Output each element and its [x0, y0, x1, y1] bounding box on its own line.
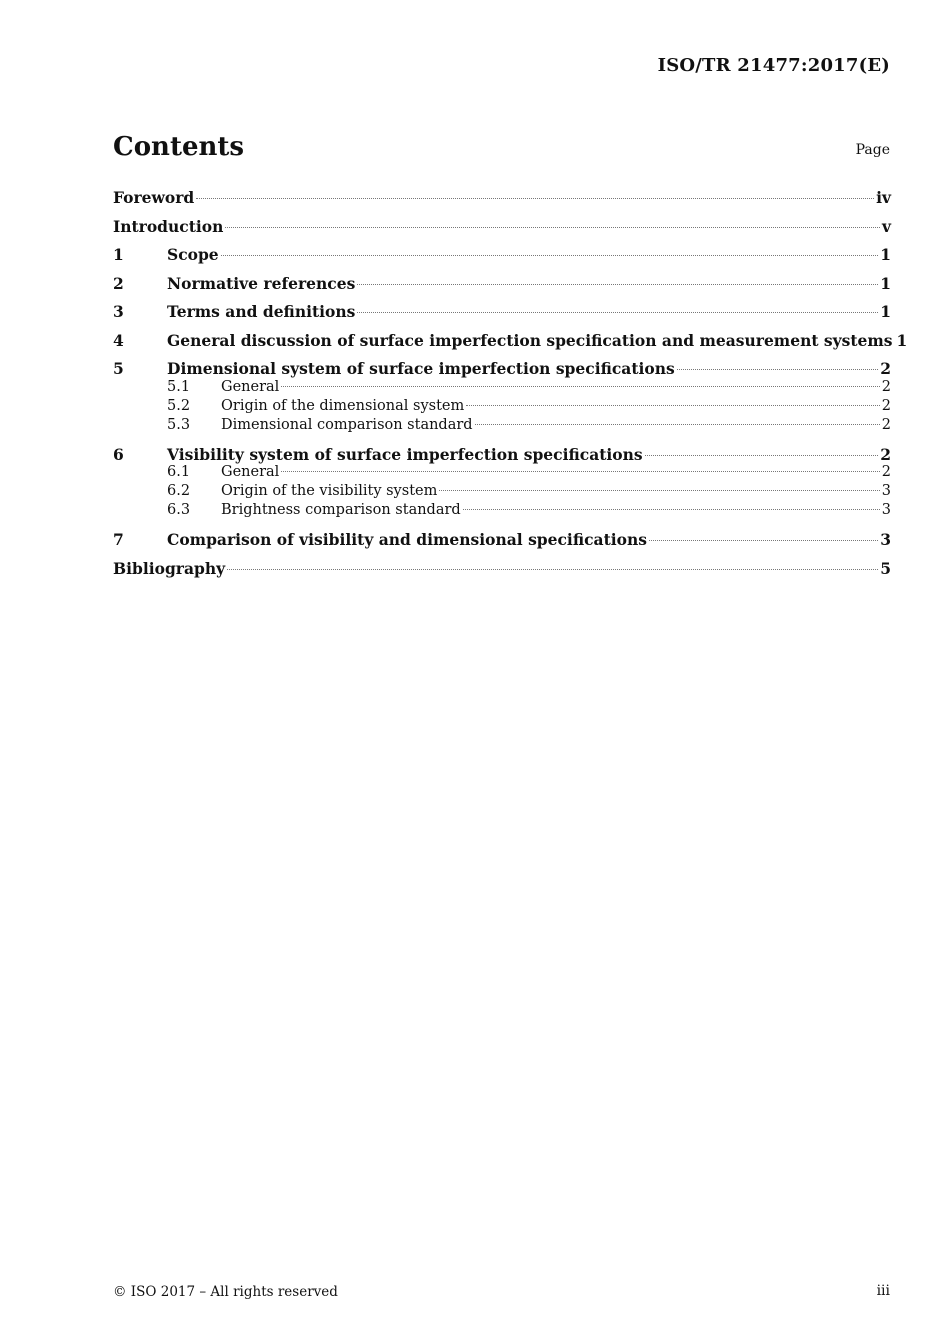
toc-entry-5-2[interactable]	[113, 397, 891, 416]
toc-number: 2	[113, 273, 124, 293]
contents-title: Contents	[113, 132, 245, 162]
dot-leader	[227, 569, 878, 570]
toc-page: v	[881, 216, 891, 236]
toc-title: Origin of the dimensional system	[221, 397, 465, 414]
toc-number: 5	[113, 359, 124, 378]
toc-title: General discussion of surface imperfection specification and measurement systems	[167, 330, 893, 350]
toc-page: 3	[881, 502, 891, 518]
dot-leader	[221, 255, 879, 256]
toc-page: 3	[881, 483, 891, 499]
page-column-label: Page	[855, 142, 890, 158]
toc-page: 2	[881, 378, 891, 395]
dot-leader	[281, 471, 879, 472]
toc-title: Bibliography	[113, 558, 226, 578]
footer-page-number: iii	[876, 1283, 890, 1299]
toc-number: 5.2	[167, 397, 191, 414]
dot-leader	[439, 490, 879, 491]
dot-leader	[466, 405, 880, 406]
toc-number: 3	[113, 302, 124, 321]
toc-page: 2	[880, 444, 891, 464]
toc-page: 2	[880, 359, 891, 378]
toc-entry-4[interactable]	[113, 327, 908, 356]
toc-number: 5.1	[167, 378, 191, 395]
toc-number: 7	[113, 530, 124, 549]
toc-page: 1	[880, 302, 891, 321]
toc-title: General	[221, 464, 280, 480]
toc-title: Dimensional comparison standard	[221, 416, 473, 433]
toc-number: 6.3	[167, 502, 191, 518]
toc-number: 6.1	[167, 464, 191, 480]
toc-entry-6-2[interactable]	[113, 482, 891, 501]
toc-title: General	[221, 378, 280, 395]
toc-number: 1	[113, 245, 124, 264]
toc-page: 2	[881, 464, 891, 480]
toc-entry-6-3[interactable]	[113, 501, 891, 520]
footer-copyright: © ISO 2017 – All rights reserved	[113, 1284, 338, 1300]
toc-title: Introduction	[113, 216, 224, 236]
toc-page: iv	[876, 188, 891, 207]
toc-entry-1[interactable]	[113, 241, 891, 270]
toc-entry-2[interactable]	[113, 270, 891, 299]
toc-number: 6	[113, 444, 124, 464]
toc-page: 1	[896, 330, 908, 350]
dot-leader	[357, 312, 878, 313]
toc-title: Comparison of visibility and dimensional specifications	[167, 530, 647, 549]
toc-title: Dimensional system of surface imperfection specifications	[167, 359, 675, 378]
toc-title: Normative references	[167, 273, 356, 293]
toc-number: 4	[113, 330, 124, 350]
toc-entry-3[interactable]	[113, 298, 891, 327]
toc-title: Visibility system of surface imperfection specifications	[167, 444, 643, 464]
document-id: ISO/TR 21477:2017(E)	[657, 55, 890, 76]
dot-leader	[645, 455, 879, 456]
dot-leader	[357, 284, 878, 285]
toc-entry-introduction[interactable]	[113, 213, 891, 242]
dot-leader	[649, 540, 878, 541]
dot-leader	[475, 424, 880, 425]
toc-title: Terms and definitions	[167, 302, 356, 321]
toc-number: 6.2	[167, 483, 191, 499]
toc-page: 1	[880, 245, 891, 264]
toc-title: Foreword	[113, 188, 195, 207]
toc-entry-bibliography[interactable]	[113, 555, 891, 584]
toc-entry-7[interactable]	[113, 526, 891, 555]
table-of-contents	[113, 184, 908, 583]
dot-leader	[677, 369, 878, 370]
toc-title: Origin of the visibility system	[221, 483, 438, 499]
toc-entry-5-3[interactable]	[113, 416, 891, 435]
toc-title: Scope	[167, 245, 219, 264]
toc-title: Brightness comparison standard	[221, 502, 461, 518]
toc-entry-foreword[interactable]	[113, 184, 891, 213]
toc-page: 3	[880, 530, 891, 549]
dot-leader	[281, 386, 879, 387]
dot-leader	[225, 227, 880, 228]
dot-leader	[463, 509, 880, 510]
toc-page: 2	[881, 397, 891, 414]
toc-number: 5.3	[167, 416, 191, 433]
toc-page: 1	[880, 273, 891, 293]
toc-page: 5	[880, 558, 891, 578]
toc-page: 2	[881, 416, 891, 433]
dot-leader	[196, 198, 874, 199]
